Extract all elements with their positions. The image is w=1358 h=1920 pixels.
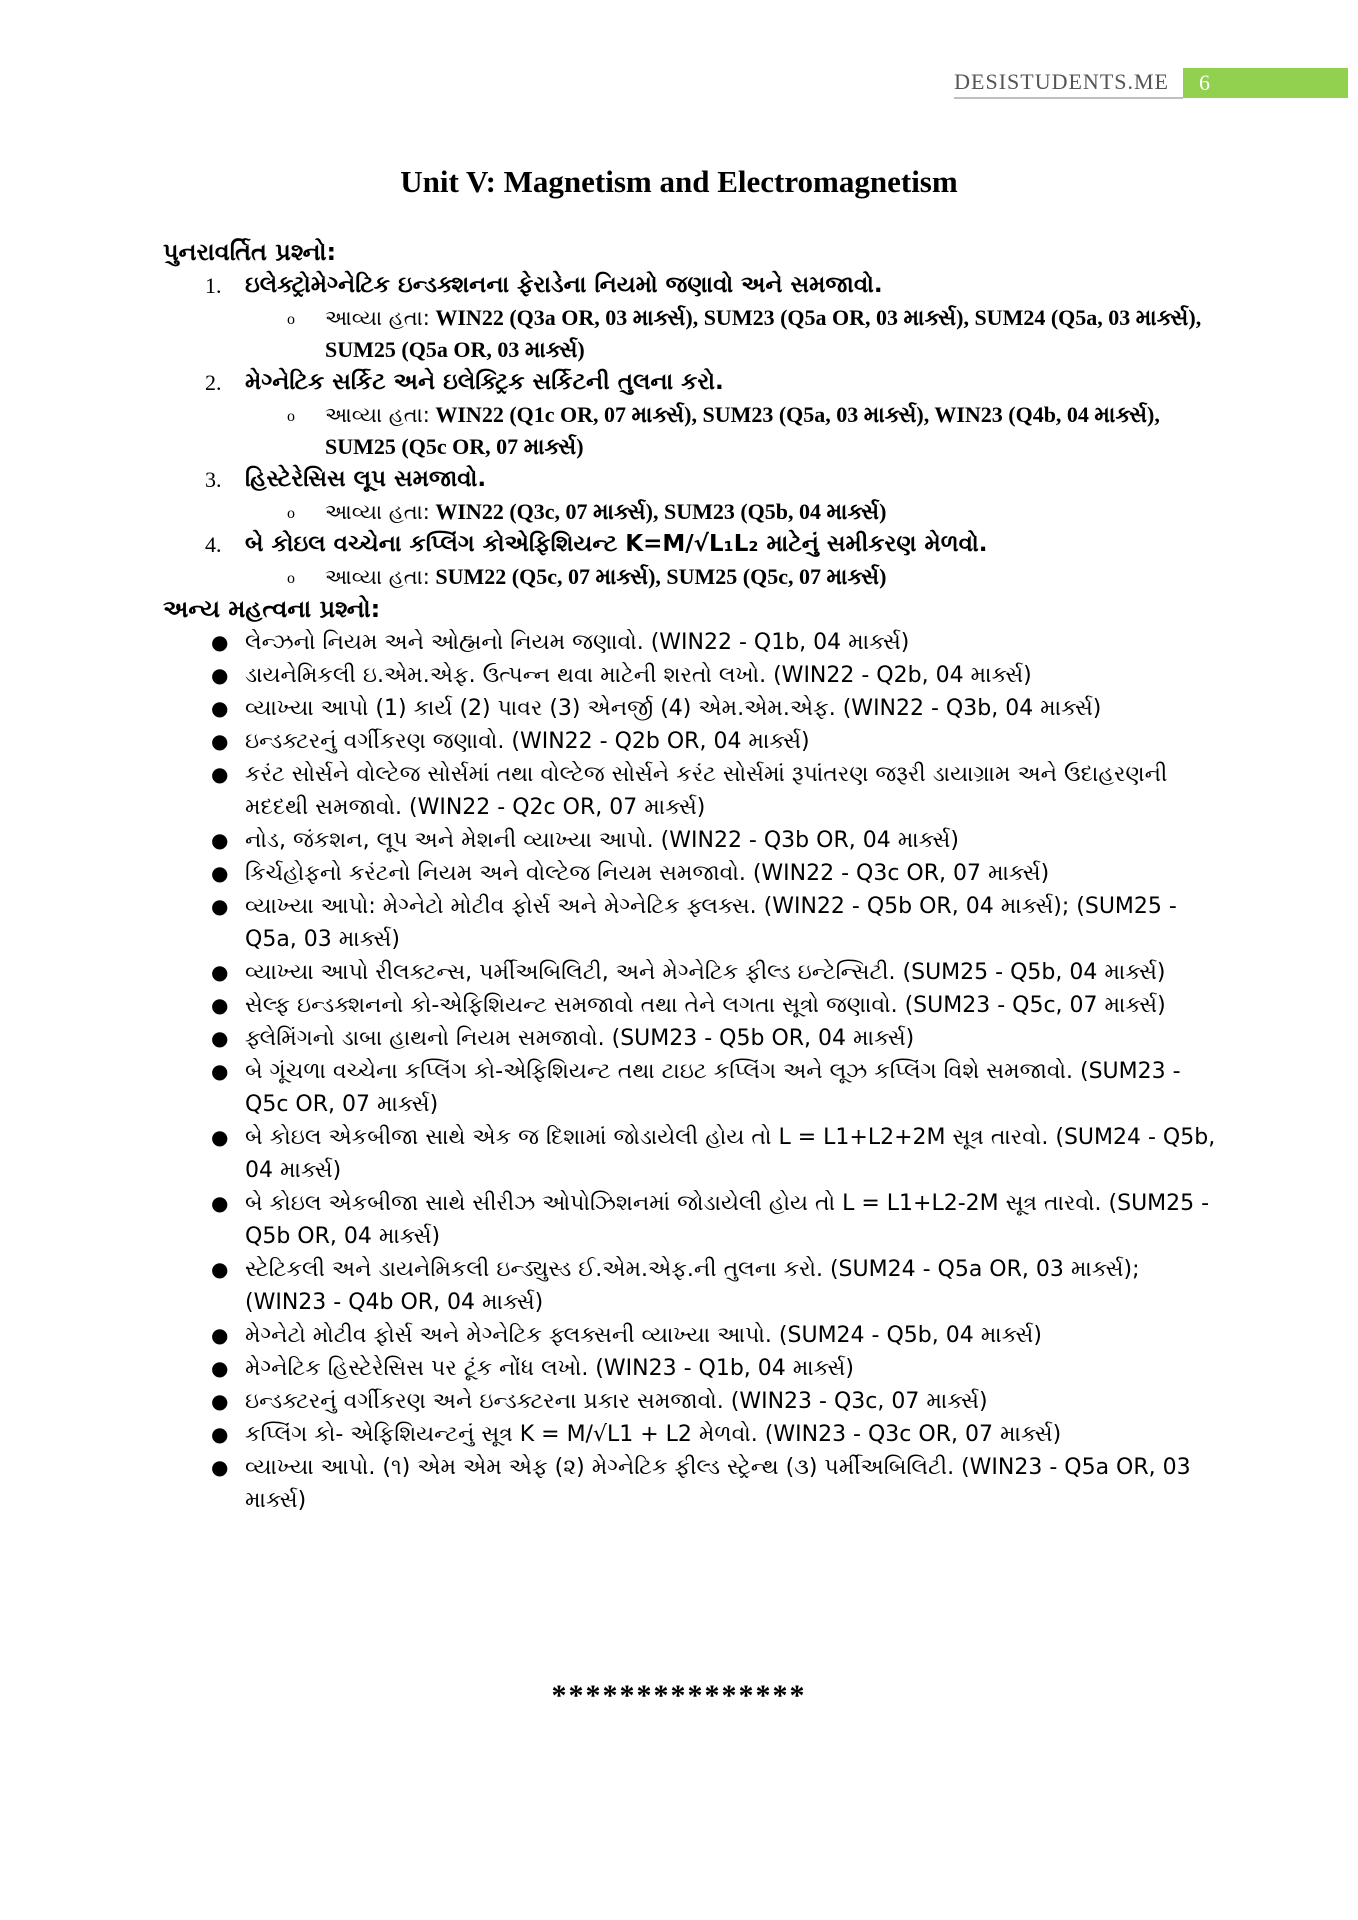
list-item [163, 1418, 1223, 1451]
appeared-value: SUM22 (Q5c, 07 માર્ક્સ), SUM25 (Q5c, 07 માર્ક્સ) [435, 564, 887, 589]
bullet-icon: ● [211, 663, 229, 687]
item-text: ડાયનેમિકલી ઇ.એમ.એફ. ઉત્પન્ન થવા માટેની શરતો લખો. (WIN22 - Q2b, 04 માર્ક્સ) [245, 663, 1032, 688]
list-item [163, 758, 1223, 824]
item-text: નોડ, જંકશન, લૂપ અને મેશની વ્યાખ્યા આપો. (WIN22 - Q3b OR, 04 માર્ક્સ) [245, 828, 959, 853]
item-text: લેન્ઝનો નિયમ અને ઓહ્મનો નિયમ જણાવો. (WIN22 - Q1b, 04 માર્ક્સ) [245, 630, 910, 655]
other-questions-list [163, 626, 1223, 1517]
bullet-icon: ● [211, 1059, 229, 1083]
item-text: કિર્ચહોફનો કરંટનો નિયમ અને વોલ્ટેજ નિયમ સમજાવો. (WIN22 - Q3c OR, 07 માર્ક્સ) [245, 861, 1050, 886]
bullet-icon: ● [211, 1323, 229, 1347]
bullet-icon: ● [211, 1422, 229, 1446]
end-separator: *************** [551, 1679, 807, 1712]
item-text: મેગ્નેટો મોટીવ ફોર્સ અને મેગ્નેટિક ફ્લક્સની વ્યાખ્યા આપો. (SUM24 - Q5b, 04 માર્ક્સ) [245, 1323, 1042, 1348]
appeared-value: WIN22 (Q3a OR, 03 માર્ક્સ), SUM23 (Q5a OR, 03 માર્ક્સ), SUM24 (Q5a, 03 માર્ક્સ), SUM25 (Q5a OR, 03 માર્ક્સ) [325, 305, 1202, 362]
appeared-label: આવ્યા હતા: [325, 565, 430, 589]
list-item [163, 1253, 1223, 1319]
item-text: બે કોઇલ એકબીજા સાથે સીરીઝ ઓપોઝિશનમાં જોડાયેલી હોય તો L = L1+L2-2M સૂત્ર તારવો. (SUM25 - Q5b OR, 04 માર્ક્સ) [245, 1191, 1210, 1249]
bullet-icon: ● [211, 861, 229, 885]
list-item [163, 692, 1223, 725]
list-item [163, 1055, 1223, 1121]
bullet-icon: ● [211, 762, 229, 786]
item-text: કપ્લિંગ કો- એફિશિયન્ટનું સૂત્ર K = M/√L1 + L2 મેળવો. (WIN23 - Q3c OR, 07 માર્ક્સ) [245, 1422, 1062, 1447]
list-item [163, 890, 1223, 956]
list-item [163, 857, 1223, 890]
circle-bullet-icon: o [287, 311, 295, 328]
item-text: સ્ટેટિકલી અને ડાયનેમિકલી ઇન્ડ્યુસ્ડ ઈ.એમ.એફ.ની તુલના કરો. (SUM24 - Q5a OR, 03 માર્ક્સ); (WIN23 - Q4b OR, 04 માર્ક્સ) [245, 1257, 1140, 1315]
list-item [163, 1022, 1223, 1055]
list-item [163, 626, 1223, 659]
repeated-question [163, 269, 1223, 366]
list-item [163, 1451, 1223, 1517]
bullet-icon: ● [211, 696, 229, 720]
bullet-icon: ● [211, 1455, 229, 1479]
list-item [163, 1319, 1223, 1352]
bullet-icon: ● [211, 1257, 229, 1281]
list-item [163, 1121, 1223, 1187]
list-item [163, 989, 1223, 1022]
repeated-questions-heading: પુનરાવર્તિત પ્રશ્નો: [163, 238, 337, 266]
circle-bullet-icon: o [287, 408, 295, 425]
question-number: 3. [205, 467, 222, 492]
content [163, 236, 1223, 1517]
repeated-question [163, 528, 1223, 593]
item-text: બે ગૂંચળા વચ્ચેના કપ્લિંગ કો-એફિશિયન્ટ તથા ટાઇટ કપ્લિંગ અને લૂઝ કપ્લિંગ વિશે સમજાવો. (SUM23 - Q5c OR, 07 માર્ક્સ) [245, 1059, 1181, 1117]
item-text: વ્યાખ્યા આપો: મેગ્નેટો મોટીવ ફોર્સ અને મેગ્નેટિક ફ્લક્સ. (WIN22 - Q5b OR, 04 માર્ક્સ); (SUM25 - Q5a, 03 માર્ક્સ) [245, 894, 1177, 952]
appeared-in [245, 561, 1223, 593]
appeared-label: આવ્યા હતા: [325, 306, 430, 330]
list-item [163, 725, 1223, 758]
bullet-icon: ● [211, 993, 229, 1017]
appeared-label: આવ્યા હતા: [325, 403, 430, 427]
bullet-icon: ● [211, 729, 229, 753]
item-text: ઇન્ડક્ટરનું વર્ગીકરણ જણાવો. (WIN22 - Q2b OR, 04 માર્ક્સ) [245, 729, 810, 754]
bullet-icon: ● [211, 960, 229, 984]
question-number: 1. [205, 273, 222, 298]
appeared-in [245, 399, 1223, 463]
item-text: વ્યાખ્યા આપો રીલક્ટન્સ, પર્મીઅબિલિટી, અને મેગ્નેટિક ફીલ્ડ ઇન્ટેન્સિટી. (SUM25 - Q5b, 04 માર્ક્સ) [245, 960, 1166, 985]
list-item [163, 956, 1223, 989]
bullet-icon: ● [211, 894, 229, 918]
item-text: સેલ્ફ ઇન્ડક્શનનો કો-એફિશિયન્ટ સમજાવો તથા તેને લગતા સૂત્રો જણાવો. (SUM23 - Q5c, 07 માર્ક્સ) [245, 993, 1166, 1018]
question-number: 2. [205, 370, 222, 395]
unit-title: Unit V: Magnetism and Electromagnetism [400, 164, 958, 199]
bullet-icon: ● [211, 828, 229, 852]
repeated-question [163, 366, 1223, 463]
list-item [163, 1187, 1223, 1253]
bullet-icon: ● [211, 1191, 229, 1215]
page-header [954, 66, 1348, 100]
appeared-value: WIN22 (Q1c OR, 07 માર્ક્સ), SUM23 (Q5a, 03 માર્ક્સ), WIN23 (Q4b, 04 માર્ક્સ), SUM25 (Q5c OR, 07 માર્ક્સ) [325, 402, 1160, 459]
list-item [163, 659, 1223, 692]
bullet-icon: ● [211, 1026, 229, 1050]
page-number: 6 [1183, 68, 1348, 98]
bullet-icon: ● [211, 1389, 229, 1413]
circle-bullet-icon: o [287, 505, 295, 522]
bullet-icon: ● [211, 630, 229, 654]
question-number: 4. [205, 532, 222, 557]
item-text: વ્યાખ્યા આપો. (૧) એમ એમ એફ (૨) મેગ્નેટિક ફીલ્ડ સ્ટ્રેન્થ (૩) પર્મીઅબિલિટી. (WIN23 - Q5a OR, 03 માર્ક્સ) [245, 1455, 1191, 1513]
repeated-questions-list [163, 269, 1223, 593]
item-text: ફ્લેમિંગનો ડાબા હાથનો નિયમ સમજાવો. (SUM23 - Q5b OR, 04 માર્ક્સ) [245, 1026, 915, 1051]
question-text: બે કોઇલ વચ્ચેના કપ્લિંગ કોએફિશિયન્ટ K=M/√L₁L₂ માટેનું સમીકરણ મેળવો. [245, 531, 988, 557]
bullet-icon: ● [211, 1125, 229, 1149]
appeared-in [245, 302, 1223, 366]
item-text: કરંટ સોર્સને વોલ્ટેજ સોર્સમાં તથા વોલ્ટેજ સોર્સને કરંટ સોર્સમાં રૂપાંતરણ જરૂરી ડાયાગ્રામ અને ઉદાહરણની મદદથી સમજાવો. (WIN22 - Q2c OR, 07 માર્ક્સ) [245, 762, 1168, 820]
appeared-in [245, 496, 1223, 528]
bullet-icon: ● [211, 1356, 229, 1380]
site-name: DESISTUDENTS.ME [954, 67, 1183, 99]
appeared-label: આવ્યા હતા: [325, 500, 430, 524]
list-item [163, 1352, 1223, 1385]
other-questions-heading: અન્ય મહત્વના પ્રશ્નો: [163, 595, 381, 623]
item-text: મેગ્નેટિક હિસ્ટેરેસિસ પર ટૂંક નોંધ લખો. (WIN23 - Q1b, 04 માર્ક્સ) [245, 1356, 854, 1381]
list-item [163, 824, 1223, 857]
item-text: વ્યાખ્યા આપો (1) કાર્ય (2) પાવર (3) એનર્જી (4) એમ.એમ.એફ. (WIN22 - Q3b, 04 માર્ક્સ) [245, 696, 1102, 721]
question-text: હિસ્ટેરેસિસ લૂપ સમજાવો. [245, 466, 487, 492]
item-text: બે કોઇલ એકબીજા સાથે એક જ દિશામાં જોડાયેલી હોય તો L = L1+L2+2M સૂત્ર તારવો. (SUM24 - Q5b, 04 માર્ક્સ) [245, 1125, 1216, 1183]
list-item [163, 1385, 1223, 1418]
item-text: ઇન્ડક્ટરનું વર્ગીકરણ અને ઇન્ડક્ટરના પ્રકાર સમજાવો. (WIN23 - Q3c, 07 માર્ક્સ) [245, 1389, 988, 1414]
question-text: મેગ્નેટિક સર્કિટ અને ઇલેક્ટ્રિક સર્કિટની તુલના કરો. [245, 369, 724, 395]
question-text: ઇલેક્ટ્રોમેગ્નેટિક ઇન્ડક્શનના ફેરાડેના નિયમો જણાવો અને સમજાવો. [245, 272, 883, 298]
appeared-value: WIN22 (Q3c, 07 માર્ક્સ), SUM23 (Q5b, 04 માર્ક્સ) [435, 499, 887, 524]
circle-bullet-icon: o [287, 570, 295, 587]
repeated-question [163, 463, 1223, 528]
